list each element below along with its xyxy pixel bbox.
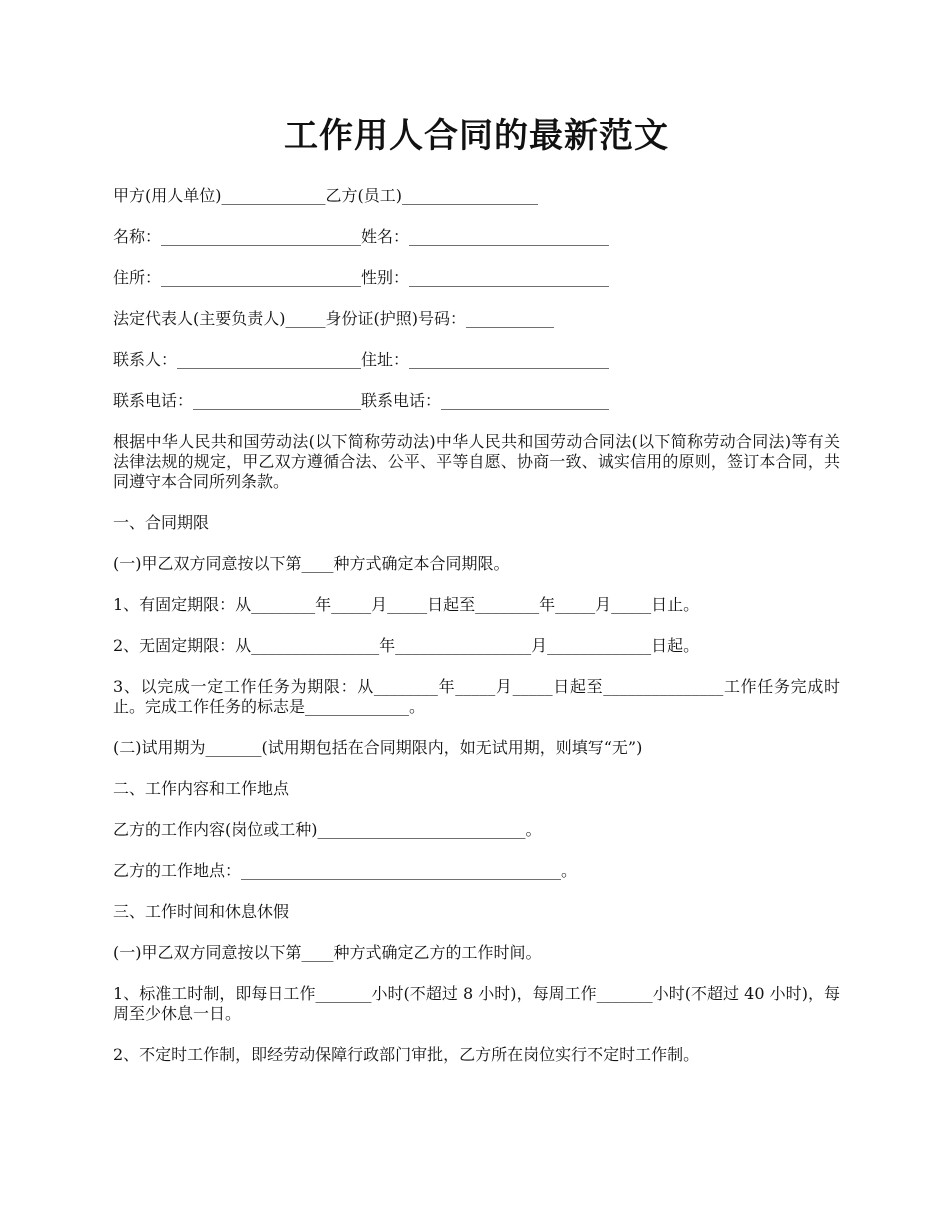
section-heading-work-content: 二、工作内容和工作地点 — [113, 779, 290, 798]
flexible-hours-line: 2、不定时工作制，即经劳动保障行政部门审批，乙方所在岗位实行不定时工作制。 — [113, 1045, 700, 1064]
document-title: 工作用人合同的最新范文 — [284, 116, 669, 156]
legal-representative-line: 法定代表人(主要负责人)_____身份证(护照)号码：___________ — [113, 309, 554, 328]
open-term-line: 2、无固定期限：从________________年_________________月_____________日起。 — [113, 636, 700, 655]
task-term-paragraph: 3、以完成一定工作任务为期限：从________年_____月_____日起至_______________工作任务完成时止。完成工作任务的标志是_____________。 — [113, 677, 840, 716]
preamble-paragraph: 根据中华人民共和国劳动法(以下简称劳动法)中华人民共和国劳动合同法(以下简称劳动合同法)等有关法律法规的规定，甲乙双方遵循合法、公平、平等自愿、协商一致、诚实信用的原则，签订本合同，共同遵守本合同所列条款。 — [113, 432, 840, 491]
address-gender-line: 住所：_________________________性别：_________________________ — [113, 268, 610, 287]
term-method-line: (一)甲乙双方同意按以下第____种方式确定本合同期限。 — [113, 554, 510, 573]
probation-line: (二)试用期为_______(试用期包括在合同期限内，如无试用期，则填写“无”) — [113, 738, 643, 757]
standard-hours-paragraph: 1、标准工时制，即每日工作_______小时(不超过 8 小时)，每周工作_______小时(不超过 40 小时)，每周至少休息一日。 — [113, 984, 840, 1023]
hours-method-line: (一)甲乙双方同意按以下第____种方式确定乙方的工作时间。 — [113, 943, 542, 962]
section-heading-work-hours: 三、工作时间和休息休假 — [113, 902, 290, 921]
document-page — [113, 110, 840, 1086]
section-heading-contract-term: 一、合同期限 — [113, 513, 210, 532]
contact-phone-line: 联系电话：_____________________联系电话：_____________________ — [113, 391, 610, 410]
work-content-line: 乙方的工作内容(岗位或工种)__________________________。 — [113, 820, 542, 839]
fixed-term-line: 1、有固定期限：从________年_____月_____日起至________年_____月_____日止。 — [113, 595, 700, 614]
work-location-line: 乙方的工作地点：________________________________________。 — [113, 861, 578, 880]
party-header-line: 甲方(用人单位)_____________乙方(员工)_________________ — [113, 186, 538, 205]
name-line: 名称：_________________________姓名：_________________________ — [113, 227, 610, 246]
contact-person-line: 联系人：_______________________住址：_________________________ — [113, 350, 610, 369]
